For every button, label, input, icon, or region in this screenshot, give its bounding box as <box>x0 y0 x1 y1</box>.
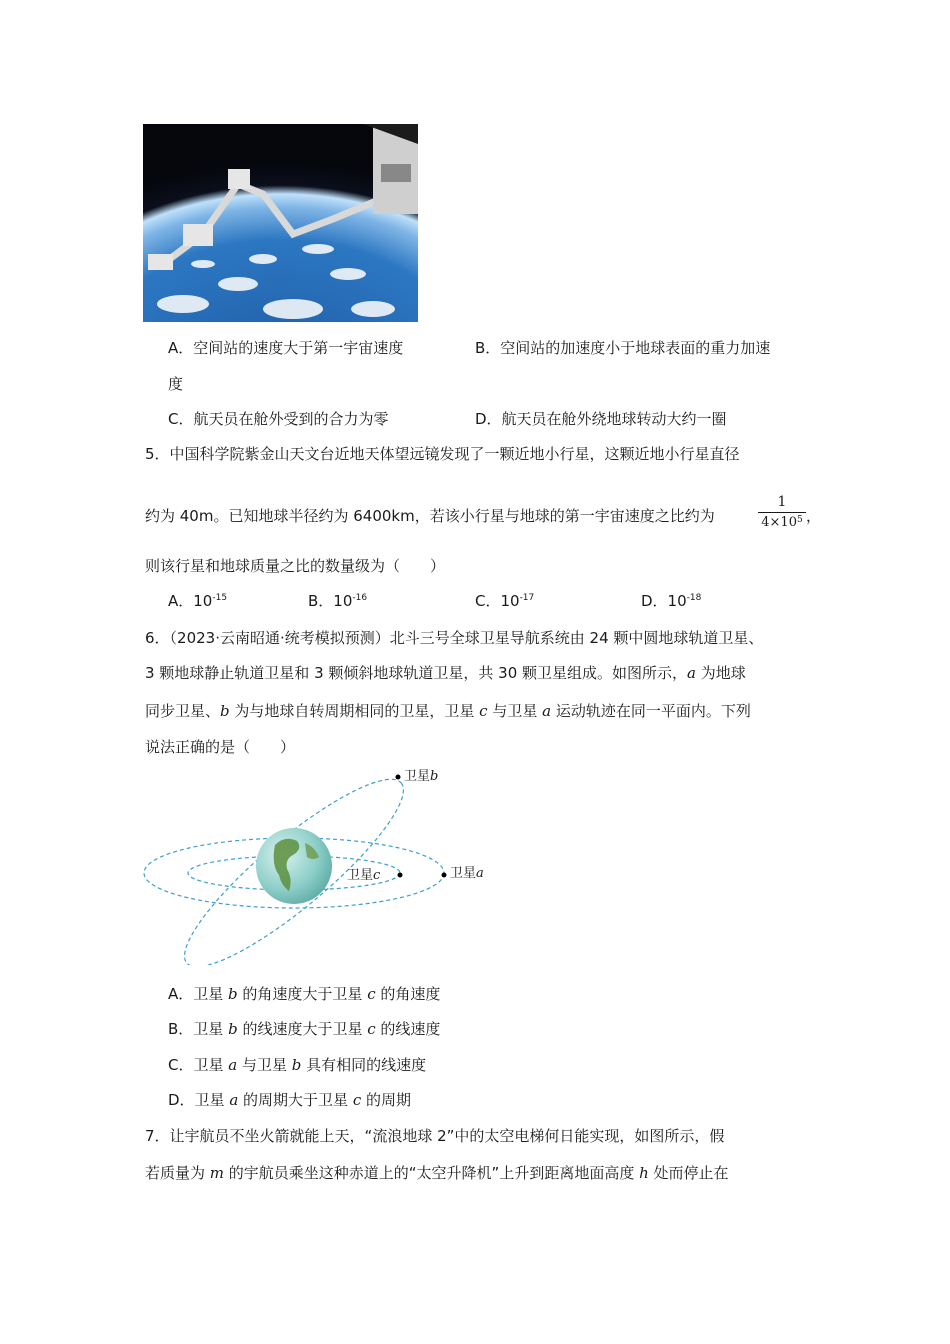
q5-stem-line-1: 5．中国科学院紫金山天文台近地天体望远镜发现了一颗近地小行星，这颗近地小行星直径 <box>145 445 740 463</box>
q5-stem-line-3: 则该行星和地球质量之比的数量级为（ ） <box>145 557 446 575</box>
q4-option-a: A．空间站的速度大于第一宇宙速度 <box>168 339 404 357</box>
q4-option-b: B．空间站的加速度小于地球表面的重力加速 <box>475 339 771 357</box>
label-satellite-c: 卫星c <box>347 868 381 883</box>
q5-stem-line-2-end: ， <box>806 507 822 525</box>
q4-option-d: D．航天员在舱外绕地球转动大约一圈 <box>475 410 727 428</box>
q6-stem-line-1: 6．（2023·云南昭通·统考模拟预测）北斗三号全球卫星导航系统由 24 颗中圆地球轨道卫星、 <box>145 629 764 647</box>
q6-option-a: A．卫星 b 的角速度大于卫星 c 的角速度 <box>168 985 441 1003</box>
q4-option-a-continued: 度 <box>168 375 184 393</box>
label-satellite-a: 卫星a <box>450 866 484 881</box>
fraction-denominator: $4\times 10^5$ <box>761 515 803 530</box>
q5-option-b: B．$10^{-16}$ <box>308 592 368 610</box>
satellite-c-dot <box>398 873 403 878</box>
q7-stem-line-1: 7．让宇航员不坐火箭就能上天，“流浪地球 2”中的太空电梯何日能实现，如图所示，假 <box>145 1127 725 1145</box>
fraction-numerator: 1 <box>777 494 787 510</box>
q7-stem-line-2: 若质量为 m 的宇航员乘坐这种赤道上的“太空升降机”上升到距离地面高度 h 处而停止在 <box>145 1164 729 1182</box>
earth-globe <box>256 828 332 904</box>
space-station-photo <box>143 124 418 322</box>
q4-option-c: C．航天员在舱外受到的合力为零 <box>168 410 389 428</box>
satellite-orbit-diagram <box>140 765 500 965</box>
q5-option-d: D．$10^{-18}$ <box>641 592 702 610</box>
q6-stem-line-4: 说法正确的是（ ） <box>145 738 296 756</box>
q6-option-d: D．卫星 a 的周期大于卫星 c 的周期 <box>168 1091 412 1109</box>
q5-option-a: A．$10^{-15}$ <box>168 592 228 610</box>
label-satellite-b: 卫星b <box>404 769 439 784</box>
q5-velocity-ratio-fraction <box>758 493 806 532</box>
q5-option-c: C．$10^{-17}$ <box>475 592 535 610</box>
fraction-bar <box>758 512 806 513</box>
q6-option-c: C．卫星 a 与卫星 b 具有相同的线速度 <box>168 1056 427 1074</box>
q6-stem-line-2: 3 颗地球静止轨道卫星和 3 颗倾斜地球轨道卫星，共 30 颗卫星组成。如图所示，a 为地球 <box>145 664 746 682</box>
q6-stem-line-3: 同步卫星、b 为与地球自转周期相同的卫星，卫星 c 与卫星 a 运动轨迹在同一平面内。下列 <box>145 702 751 720</box>
q6-option-b: B．卫星 b 的线速度大于卫星 c 的线速度 <box>168 1020 441 1038</box>
satellite-a-dot <box>442 873 447 878</box>
satellite-b-dot <box>396 775 401 780</box>
q5-stem-line-2: 约为 40m。已知地球半径约为 6400km，若该小行星与地球的第一宇宙速度之比约为 <box>145 507 715 525</box>
